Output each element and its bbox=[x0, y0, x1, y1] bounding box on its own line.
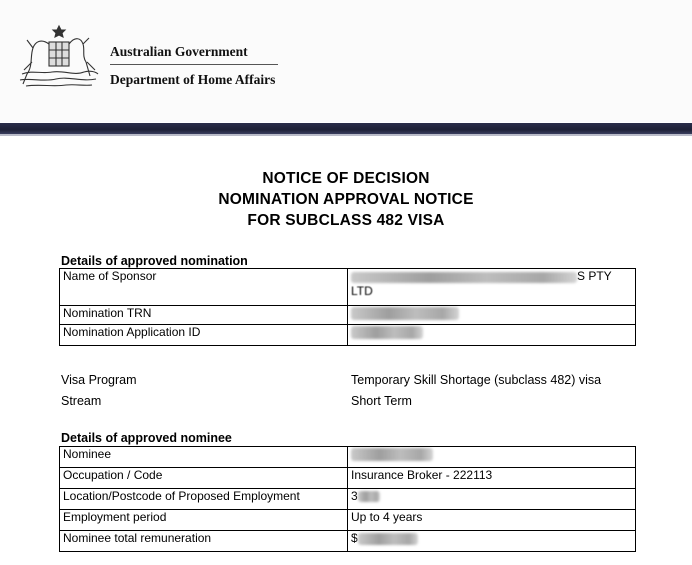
table-row bbox=[60, 510, 636, 531]
table-row bbox=[60, 489, 636, 510]
redacted-block bbox=[358, 533, 418, 545]
table-row bbox=[60, 447, 636, 468]
nominee-heading: Details of approved nominee bbox=[61, 431, 232, 445]
coat-of-arms-icon bbox=[16, 22, 102, 92]
trn-label: Nomination TRN bbox=[60, 306, 348, 325]
redacted-block bbox=[351, 307, 459, 320]
occupation-value: Insurance Broker - 222113 bbox=[348, 468, 636, 489]
nominee-value bbox=[348, 447, 636, 468]
table-row bbox=[60, 306, 636, 325]
application-id-label: Nomination Application ID bbox=[60, 325, 348, 346]
header-band bbox=[0, 123, 692, 134]
notice-title: NOTICE OF DECISION bbox=[262, 170, 430, 187]
notice-visa-subclass: FOR SUBCLASS 482 VISA bbox=[247, 212, 445, 229]
letterhead bbox=[0, 0, 692, 122]
nominee-label: Nominee bbox=[60, 447, 348, 468]
nominee-table bbox=[59, 446, 636, 552]
stream-value: Short Term bbox=[351, 394, 412, 408]
application-id-value bbox=[348, 325, 636, 346]
sponsor-suffix: S PTY bbox=[577, 269, 612, 283]
header-rule bbox=[110, 64, 278, 65]
redacted-block bbox=[351, 326, 423, 339]
location-value bbox=[348, 489, 636, 510]
location-prefix: 3 bbox=[351, 489, 358, 503]
stream-label: Stream bbox=[61, 394, 102, 408]
remuneration-label: Nominee total remuneration bbox=[60, 531, 348, 552]
visa-program-label: Visa Program bbox=[61, 373, 137, 387]
government-name: Australian Government bbox=[110, 44, 248, 59]
table-row bbox=[60, 531, 636, 552]
employment-period-label: Employment period bbox=[60, 510, 348, 531]
trn-value bbox=[348, 306, 636, 325]
table-row bbox=[60, 269, 636, 306]
redacted-block bbox=[358, 491, 380, 502]
sponsor-suffix-line2: LTD bbox=[351, 284, 373, 298]
notice-subtitle: NOMINATION APPROVAL NOTICE bbox=[218, 191, 474, 208]
sponsor-label: Name of Sponsor bbox=[60, 269, 348, 306]
table-row bbox=[60, 325, 636, 346]
sponsor-value bbox=[348, 269, 636, 306]
remuneration-value bbox=[348, 531, 636, 552]
redacted-block bbox=[351, 272, 577, 283]
location-label: Location/Postcode of Proposed Employment bbox=[60, 489, 348, 510]
remuneration-prefix: $ bbox=[351, 531, 358, 545]
redacted-block bbox=[351, 448, 433, 461]
nomination-heading: Details of approved nomination bbox=[61, 254, 248, 268]
table-row bbox=[60, 468, 636, 489]
employment-period-value: Up to 4 years bbox=[348, 510, 636, 531]
visa-program-value: Temporary Skill Shortage (subclass 482) visa bbox=[351, 373, 602, 387]
occupation-label: Occupation / Code bbox=[60, 468, 348, 489]
nomination-table bbox=[59, 268, 636, 346]
department-name: Department of Home Affairs bbox=[110, 72, 276, 87]
header-band-underline bbox=[0, 134, 692, 136]
